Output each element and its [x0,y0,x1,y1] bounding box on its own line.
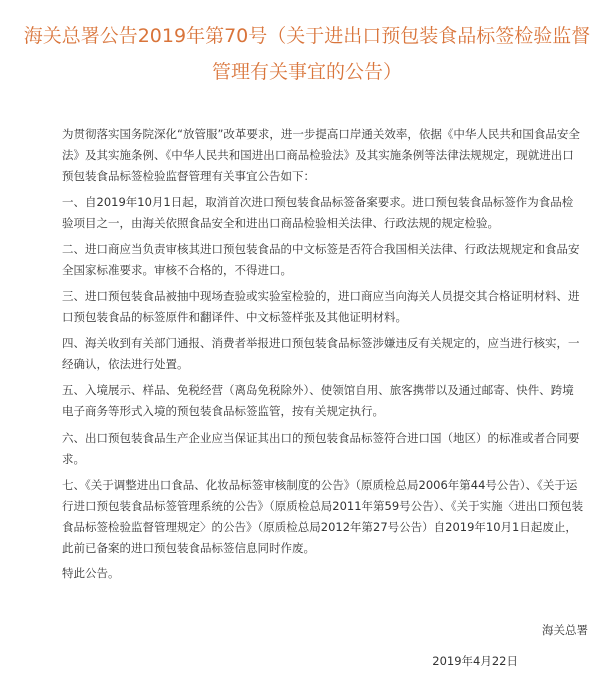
clause-5-paragraph: 五、入境展示、样品、免税经营（离岛免税除外）、使领馆自用、旅客携带以及通过邮寄、快件、跨境电子商务等形式入境的预包装食品标签监管，按有关规定执行。 [62,383,574,418]
signature: 海关总署 [542,623,588,637]
clause-4-paragraph: 四、海关收到有关部门通报、消费者举报进口预包装食品标签涉嫌违反有关规定的，应当进行核实，一经确认，依法进行处置。 [62,336,580,371]
page-title: 海关总署公告2019年第70号（关于进出口预包装食品标签检验监督管理有关事宜的公告） [23,25,591,83]
clause-2-paragraph: 二、进口商应当负责审核其进口预包装食品的中文标签是否符合我国相关法律、行政法规规定和食品安全国家标准要求。审核不合格的，不得进口。 [62,242,580,277]
clause-7-paragraph: 七、《关于调整进出口食品、化妆品标签审核制度的公告》（原质检总局2006年第44号公告）、《关于运行进口预包装食品标签管理系统的公告》（原质检总局2011年第59号公告）、《关于实施〈进出口预包装食品标签检验监督管理规定〉的公告》（原质检总局2012年第27号公告）自2019年10月1日起废止，此前已备案的进口预包装食品标签信息同时作废。 [62,478,584,555]
date: 2019年4月22日 [432,654,518,668]
intro-paragraph: 为贯彻落实国务院深化“放管服”改革要求，进一步提高口岸通关效率，依据《中华人民共和国食品安全法》及其实施条例、《中华人民共和国进出口商品检验法》及其实施条例等法律法规规定，现就进出口预包装食品标签检验监督管理有关事宜公告如下： [62,127,580,183]
closing-paragraph: 特此公告。 [62,566,120,580]
clause-1-paragraph: 一、自2019年10月1日起，取消首次进口预包装食品标签备案要求。进口预包装食品标签作为食品检验项目之一，由海关依照食品安全和进出口商品检验相关法律、行政法规的规定检验。 [62,195,574,230]
clause-6-paragraph: 六、出口预包装食品生产企业应当保证其出口的预包装食品标签符合进口国（地区）的标准或者合同要求。 [62,431,580,466]
clause-3-paragraph: 三、进口预包装食品被抽中现场查验或实验室检验的，进口商应当向海关人员提交其合格证明材料、进口预包装食品的标签原件和翻译件、中文标签样张及其他证明材料。 [62,289,580,324]
